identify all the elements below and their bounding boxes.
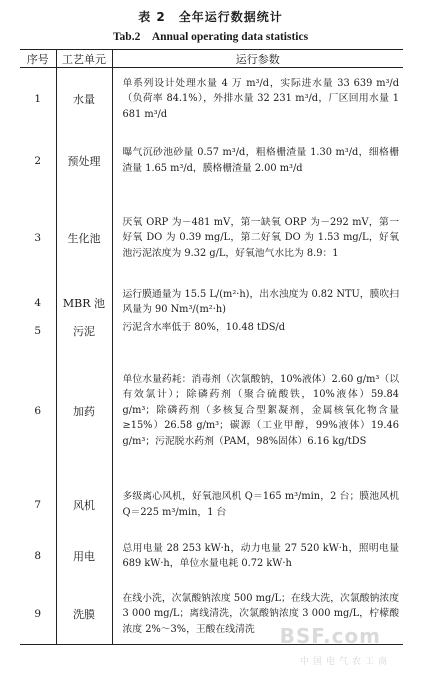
row-number: 2: [34, 154, 42, 167]
header-operating-params: 运行参数: [112, 50, 403, 68]
table-row: [20, 481, 403, 529]
row-number: 9: [20, 584, 56, 645]
row-unit: 洗膜: [56, 584, 112, 645]
watermark-logo: [277, 624, 407, 676]
row-params: 运行膜通量为 15.5 L/(m²·h)，出水浊度为 0.82 NTU，膜吹扫风量为 90 Nm³/(m²·h): [112, 285, 403, 321]
row-unit: 风机: [56, 481, 112, 529]
row-unit: 预处理: [56, 130, 112, 192]
table-header-row: [20, 50, 403, 68]
row-number: 6: [34, 404, 42, 417]
data-table-container: [20, 49, 403, 645]
row-unit: 污泥: [56, 321, 112, 341]
row-params: 在线小洗，次氯酸钠浓度 500 mg/L；在线大洗，次氯酸钠浓度 3 000 mg/L；离线清洗，次氯酸钠浓度 3 000 mg/L，柠檬酸浓度 2%～3%，王酸在线清洗: [112, 584, 403, 645]
row-params: 单系列设计处理水量 4 万 m³/d，实际进水量 33 639 m³/d（负荷率 84.1%），外排水量 32 231 m³/d，厂区回用水量 1 681 m³/d: [112, 68, 403, 130]
table-row: [20, 341, 403, 481]
row-params: 多级离心风机，好氧池风机 Q＝165 m³/min，2 台；膜池风机 Q＝225 m³/min，1 台: [112, 481, 403, 529]
row-number: 1: [34, 92, 42, 105]
watermark-subtext: 中国电气农工商: [299, 657, 391, 667]
row-params: 曝气沉砂池砂量 0.57 m³/d，粗格栅渣量 1.30 m³/d，细格栅渣量 1.65 m³/d，膜格栅渣量 2.00 m³/d: [112, 130, 403, 192]
row-params: 单位水量药耗：消毒剂（次氯酸钠，10%液体）2.60 g/m³（以有效氯计）；除磷药剂（聚合硫酸铁，10%液体）59.84 g/m³；除磷药剂（多核复合型絮凝剂，金属核氧化物含量≥15%）26.58 g/m³；碳源（工业甲醇，99%液体）19.46 g/m³；污泥脱水药剂（PAM，98%固体）6.16 kg/tDS: [112, 341, 403, 481]
row-unit: 加药: [56, 341, 112, 481]
table-title-cn: 表 2 全年运行数据统计: [138, 10, 283, 24]
table-row: [20, 192, 403, 285]
row-number: 4: [34, 296, 42, 309]
row-unit: 生化池: [56, 192, 112, 285]
row-params: 污泥含水率低于 80%，10.48 tDS/d: [112, 321, 403, 341]
row-unit: MBR 池: [56, 285, 112, 321]
watermark-text: BSF.com: [279, 624, 381, 648]
row-params: 厌氧 ORP 为－481 mV，第一缺氧 ORP 为－292 mV，第一好氧 DO 为 0.39 mg/L，第二好氧 DO 为 1.53 mg/L，好氧池污泥浓度为 9.32 g/L，好氧池气水比为 8.9：1: [112, 192, 403, 285]
row-number: 5: [34, 324, 42, 337]
header-process-unit: 工艺单元: [56, 50, 112, 68]
row-unit: 用电: [56, 529, 112, 584]
table-row: [20, 68, 403, 130]
table-row: [20, 130, 403, 192]
row-params: 总用电量 28 253 kW·h，动力电量 27 520 kW·h，照明电量 689 kW·h，单位水量电耗 0.72 kW·h: [112, 529, 403, 584]
row-unit: 水量: [56, 68, 112, 130]
annual-operating-table: [20, 49, 403, 645]
row-number: 8: [34, 550, 42, 562]
table-row: [20, 321, 403, 341]
header-serial: 序号: [20, 50, 56, 68]
table-row: [20, 529, 403, 584]
table-row: [20, 285, 403, 321]
row-number: 3: [34, 232, 42, 244]
row-number: 7: [34, 498, 42, 511]
table-title-en: Tab.2 Annual operating data statistics: [112, 31, 309, 43]
